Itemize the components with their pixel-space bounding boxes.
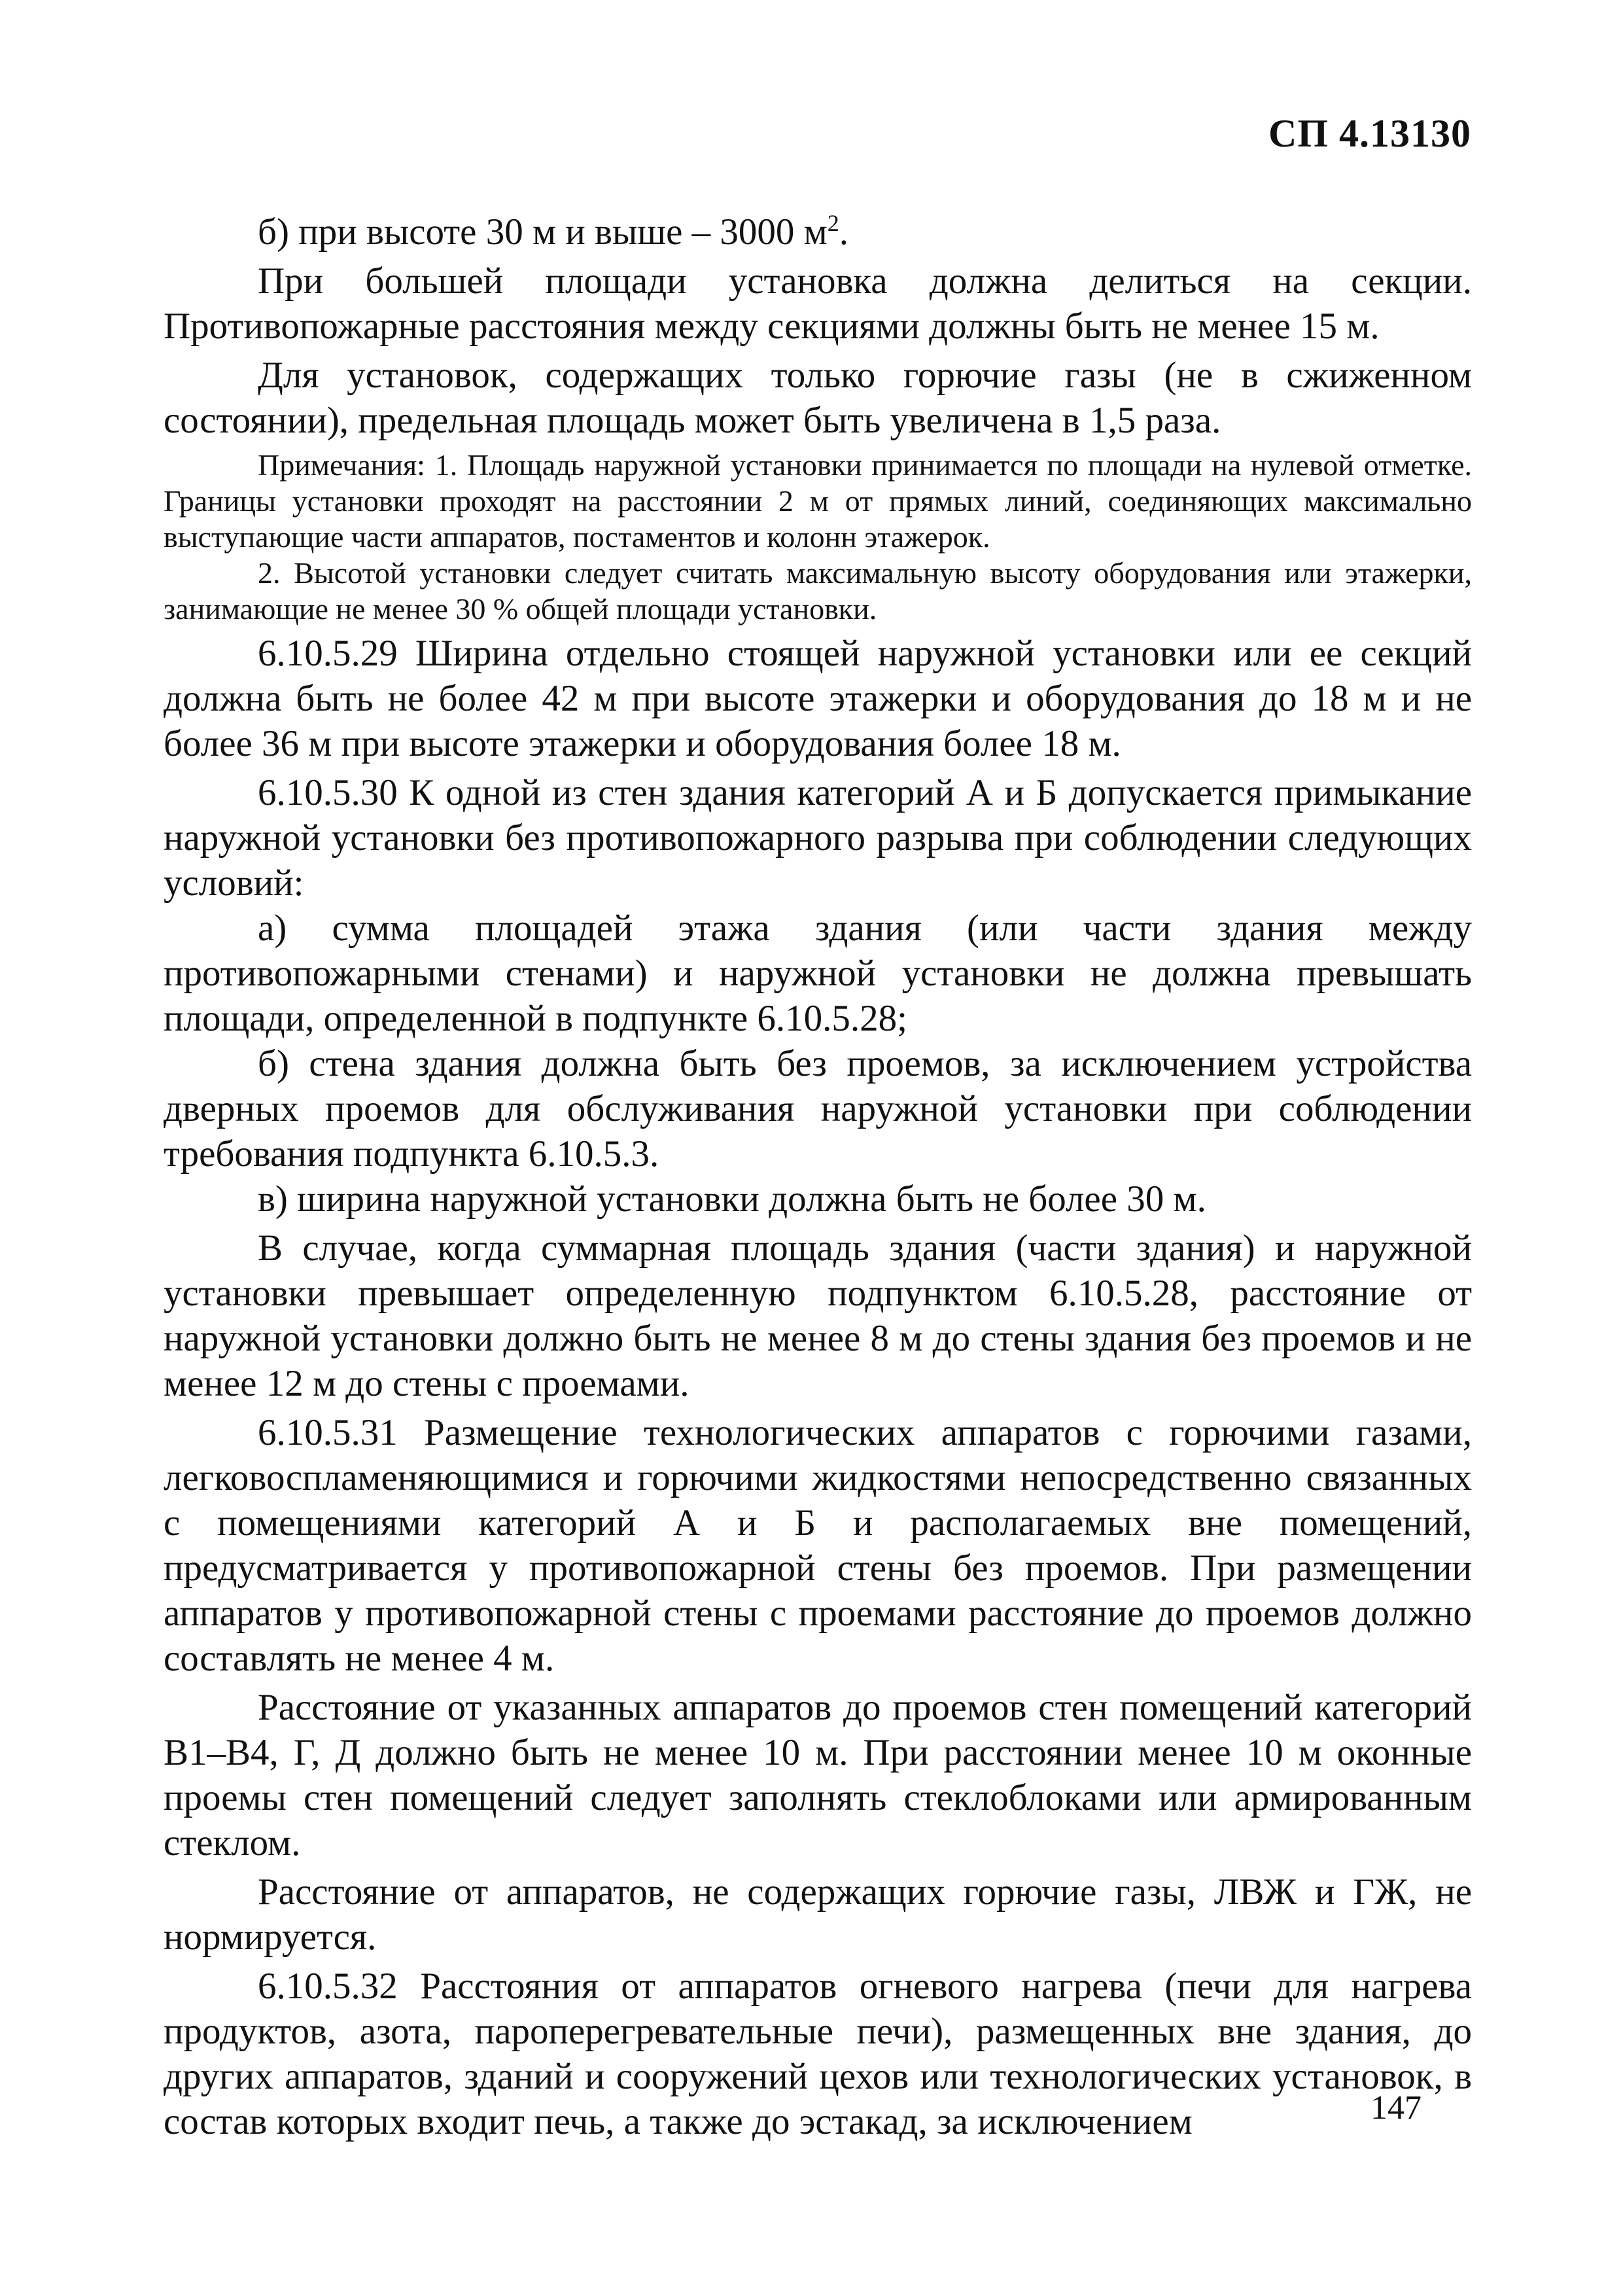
condition-c: в) ширина наружной установки должна быть не более 30 м. [258,1178,1206,1220]
paragraph-area-limit-end: . [839,211,849,253]
paragraph-distance-openings: Расстояние от указанных аппаратов до проемов стен помещений категорий В1–В4, Г, Д должно быть не менее 10 м. При расстоянии менее 10 м оконные проемы стен помещений следует заполнять стеклоблоками или армированным стеклом. [164,1687,1472,1863]
clause-6-10-5-32: 6.10.5.32 Расстояния от аппаратов огневого нагрева (печи для нагрева продуктов, азота, пароперегревательные печи), размещенных вне здания, до других аппаратов, зданий и сооружений цехов или технологических установок, в состав которых входит печь, а также до эстакад, за исключением [164,1966,1472,2142]
paragraph-not-regulated: Расстояние от аппаратов, не содержащих горючие газы, ЛВЖ и ГЖ, не нормируется. [164,1871,1472,1958]
condition-a: а) сумма площадей этажа здания (или части здания между противопожарными стенами) и наружной установки не должна превышать площади, определенной в подпункте 6.10.5.28; [164,908,1472,1039]
note-2: 2. Высотой установки следует считать максимальную высоту оборудования или этажерки, занимающие не менее 30 % общей площади установки. [164,556,1472,626]
clause-6-10-5-31: 6.10.5.31 Размещение технологических аппаратов с горючими газами, легковоспламеняющимися и горючими жидкостями непосредственно связанных с помещениями категорий А и Б и располагаемых вне помещений, предусматривается у противопожарной стены без проемов. При размещении аппаратов у противопожарной стены с проемами расстояние до проемов должно составлять не менее 4 м. [164,1412,1472,1679]
page-number: 147 [1370,2089,1422,2127]
note-1: Примечания: 1. Площадь наружной установки принимается по площади на нулевой отметке. Границы установки проходят на расстоянии 2 м от прямых линий, соединяющих максимально выступающие части аппаратов, постаментов и колонн этажерок. [164,448,1472,554]
document-code-header: СП 4.13130 [1268,112,1471,155]
paragraph-distance-case: В случае, когда суммарная площадь здания (части здания) и наружной установки превышает определенную подпунктом 6.10.5.28, расстояние от наружной установки должно быть не менее 8 м до стены здания без проемов и не менее 12 м до стены с проемами. [164,1227,1472,1404]
clause-6-10-5-29: 6.10.5.29 Ширина отдельно стоящей наружной установки или ее секций должна быть не более 42 м при высоте этажерки и оборудования до 18 м и не более 36 м при высоте этажерки и оборудования более 18 м. [164,633,1472,764]
paragraph-gases: Для установок, содержащих только горючие газы (не в сжиженном состоянии), предельная площадь может быть увеличена в 1,5 раза. [164,355,1472,441]
paragraph-area-limit [164,209,1472,255]
clause-6-10-5-30: 6.10.5.30 К одной из стен здания категорий А и Б допускается примыкание наружной установки без противопожарного разрыва при соблюдении следующих условий: [164,772,1472,904]
condition-b: б) стена здания должна быть без проемов, за исключением устройства дверных проемов для обслуживания наружной установки при соблюдении требования подпункта 6.10.5.3. [164,1043,1472,1174]
paragraph-sections: При большей площади установка должна делиться на секции. Противопожарные расстояния между секциями должны быть не менее 15 м. [164,260,1472,347]
superscript-two: 2 [827,210,839,236]
paragraph-area-limit-text: б) при высоте 30 м и выше – 3000 м [258,211,828,253]
document-body [164,209,1472,2144]
